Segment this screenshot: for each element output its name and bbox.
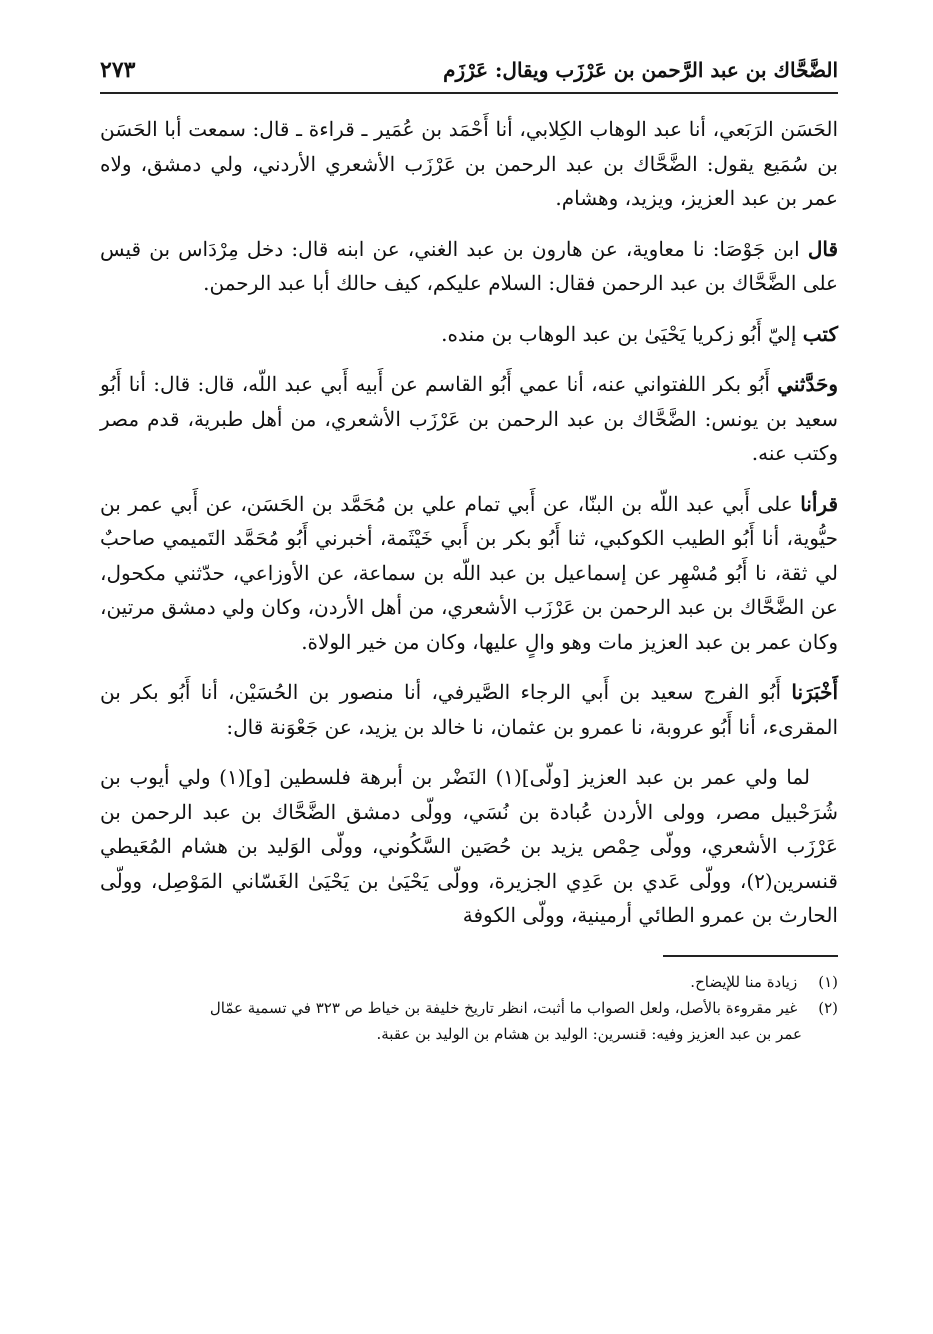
paragraph-text: أَبُو بكر اللفتواني عنه، أنا عمي أَبُو القاسم عن أَبيه أَبي عبد اللّه، قال: قال: أنا أَبُو سعيد بن يونس: الضَّحَّاك بن عبد الرحمن بن عَرْزَب الأشعري، من أهل طبرية، قدم مصر وكتب عنه. <box>100 372 838 465</box>
paragraph <box>100 112 838 216</box>
paragraph <box>100 317 838 352</box>
paragraph-lead: قرأنا <box>800 491 838 516</box>
footnote-text: عمر بن عبد العزيز وفيه: قنسرين: الوليد بن هشام بن الوليد بن عقبة. <box>376 1024 802 1043</box>
footnote-divider <box>663 955 838 957</box>
paragraph-text: إليّ أَبُو زكريا يَحْيَىٰ بن عبد الوهاب بن منده. <box>441 321 803 346</box>
paragraph-lead: وحَدَّثني <box>777 372 838 396</box>
paragraph <box>100 675 838 744</box>
footnotes <box>100 969 838 1047</box>
paragraph-text: على أَبي عبد اللّه بن البنّا، عن أَبي تمام علي بن مُحَمَّد بن الحَسَن، عن أَبي عمر بن حيُّوية، أنا أَبُو الطيب الكوكبي، ثنا أَبُو بكر بن أَبي خَيْثَمة، أخبرني أَبُو مُحَمَّد التَميمي صاحبٌ لي ثقة، نا أَبُو مُسْهِر عن إسماعيل بن عبد اللّه بن سماعة، عن الأوزاعي، حدّثني مكحول، عن الضَّحَّاك بن عبد الرحمن بن عَرْزَب الأشعري، من أهل الأردن، وكان ولي دمشق مرتين، وكان عمر بن عبد العزيز مات وهو والٍ عليها، وكان من خير الولاة. <box>100 491 838 654</box>
paragraph-text: الحَسَن الرَبَعي، أنا عبد الوهاب الكِلابي، أنا أَحْمَد بن عُمَير ـ قراءة ـ قال: سمعت أبا الحَسَن بن سُمَيع يقول: الضَّحَّاك بن عبد الرحمن بن عَرْزَب الأشعري الأردني، ولي دمشق، ولاه عمر بن عبد العزيز، ويزيد، وهشام. <box>100 117 838 210</box>
paragraph-text: أَبُو الفرج سعيد بن أَبي الرجاء الصَّيرفي، أنا منصور بن الحُسَيْن، أنا أَبُو بكر بن المقرىء، أنا أَبُو عروبة، نا عمرو بن عثمان، نا خالد بن يزيد، عن جَعْوَنة قال: <box>100 680 838 739</box>
paragraph <box>100 367 838 471</box>
paragraph-lead: أَخْبَرَنا <box>791 680 838 704</box>
footnote-continuation <box>100 1021 838 1047</box>
running-title: الضَّحَّاك بن عبد الرَّحمن بن عَرْزَب ويقال: عَرْزَم <box>443 58 838 82</box>
paragraph-lead: قال <box>807 236 838 261</box>
footnote-text: غير مقروءة بالأصل، ولعل الصواب ما أثبت، انظر تاريخ خليفة بن خياط ص ٣٢٣ في تسمية عمّال <box>209 998 798 1017</box>
body-text <box>100 112 838 933</box>
paragraph <box>100 760 838 933</box>
paragraph <box>100 232 838 301</box>
page-number: ٢٧٣ <box>100 57 136 83</box>
running-header <box>100 48 838 94</box>
footnote-number: (١) <box>818 972 838 991</box>
document-page <box>100 48 838 1047</box>
footnote <box>100 995 838 1021</box>
footnote <box>100 969 838 995</box>
paragraph <box>100 487 838 660</box>
footnote-number: (٢) <box>818 998 838 1017</box>
paragraph-text: ابن جَوْصَا: نا معاوية، عن هارون بن عبد الغني، عن ابنه قال: دخل مِرْدَاس بن قيس على الضَّحَّاك بن عبد الرحمن فقال: السلام عليكم، كيف حالك أبا عبد الرحمن. <box>100 236 838 295</box>
paragraph-lead: كتب <box>802 321 838 346</box>
footnote-text: زيادة منا للإيضاح. <box>690 972 798 991</box>
paragraph-text: لما ولي عمر بن عبد العزيز [ولّى](١) النَضْر بن أبرهة فلسطين [و](١) ولي أيوب بن شُرَحْبيل مصر، وولى الأردن عُبادة بن نُسَي، وولّى دمشق الضَّحَّاك بن عبد الرحمن بن عَرْزَب الأشعري، وولّى حِمْص يزيد بن حُصَين السَّكُوني، وولّى الوَليد بن هشام المُعَيطي قنسرين(٢)، وولّى عَدي بن عَدِي الجزيرة، وولّى يَحْيَىٰ بن يَحْيَىٰ الغَسّاني المَوْصِل، وولّى الحارث بن عمرو الطائي أرمينية، وولّى الكوفة <box>100 765 838 927</box>
